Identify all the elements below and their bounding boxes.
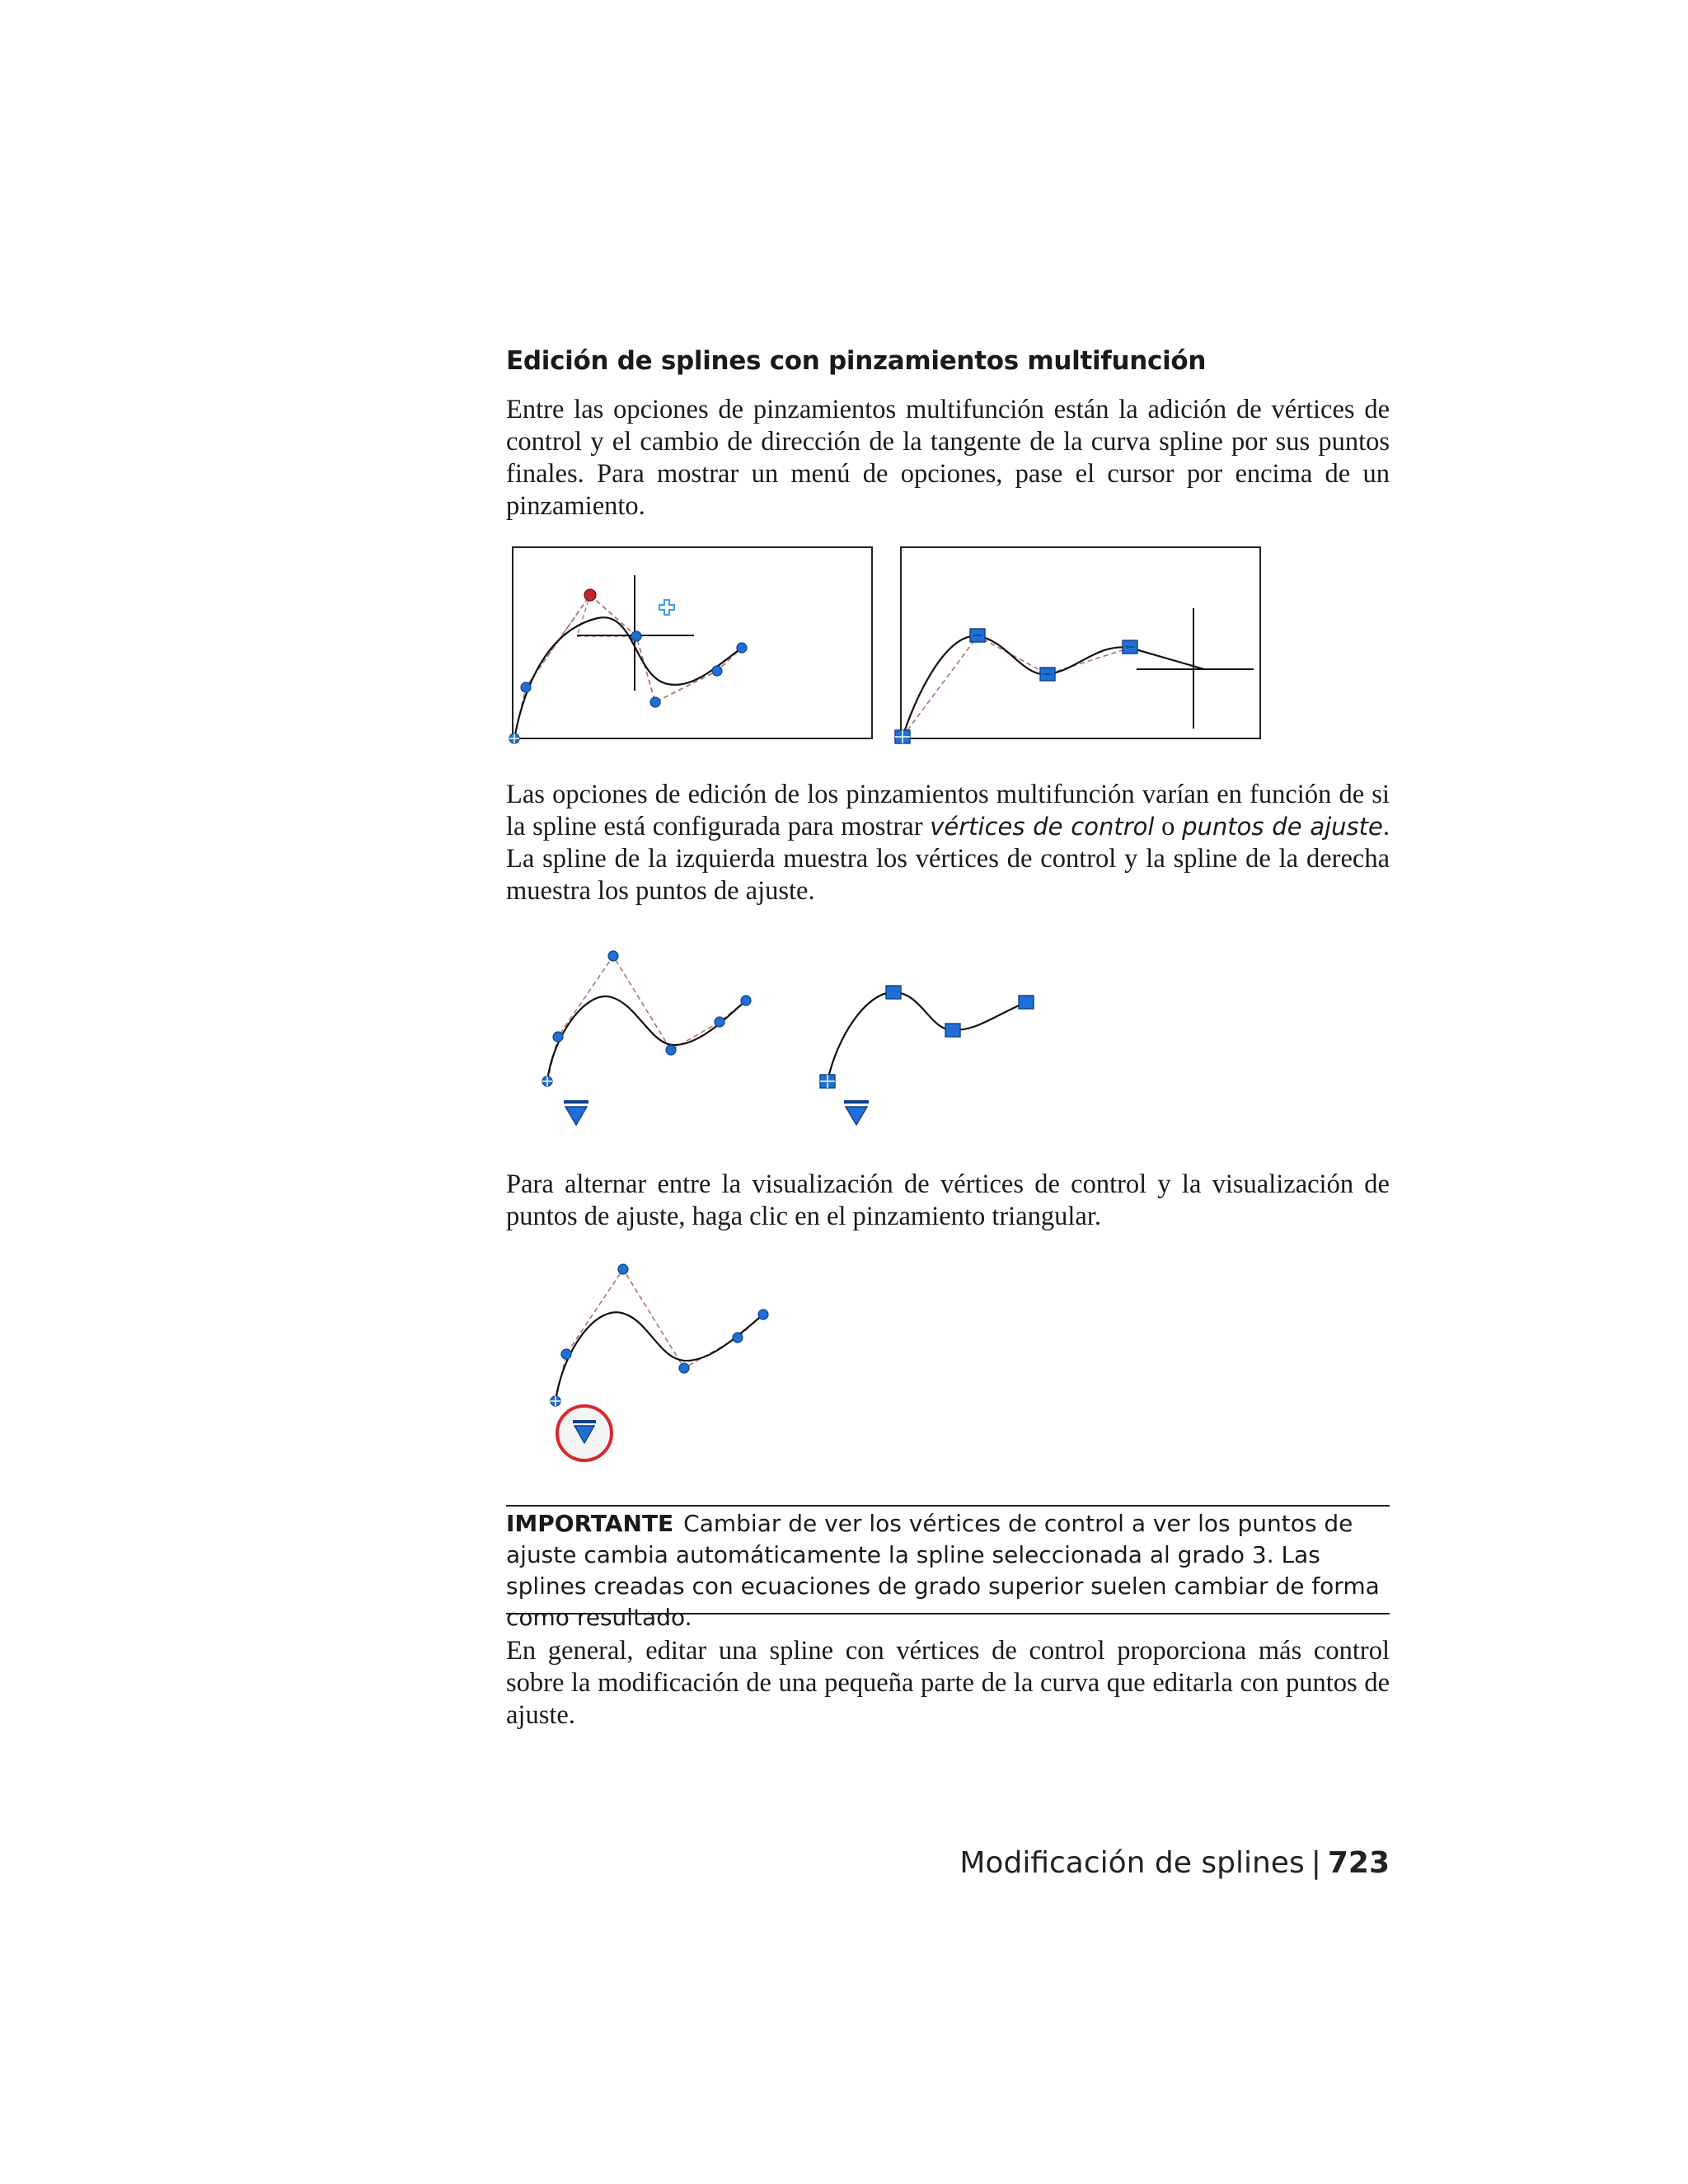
term-control-vertices: vértices de control [930, 813, 1155, 841]
options-connector: o [1154, 812, 1183, 841]
page-footer [959, 1846, 1390, 1880]
important-note [506, 1508, 1390, 1633]
start-point-grip[interactable] [895, 730, 910, 743]
control-vertex-grip[interactable] [618, 1264, 628, 1274]
control-vertex-grip[interactable] [608, 951, 618, 961]
start-point-grip[interactable] [542, 1076, 552, 1086]
fit-point-grip[interactable] [945, 1024, 960, 1037]
options-paragraph [506, 779, 1390, 907]
control-vertex-grip[interactable] [521, 682, 531, 692]
control-vertex-grip[interactable] [737, 643, 747, 653]
control-vertex-grip[interactable] [650, 697, 660, 707]
control-vertex-grip[interactable] [712, 666, 722, 676]
section-heading: Edición de splines con pinzamientos multifunción [506, 346, 1207, 376]
start-point-grip[interactable] [509, 733, 519, 743]
control-vertex-grip[interactable] [553, 1032, 563, 1042]
toggle-paragraph: Para alternar entre la visualización de vértices de control y la visualización de puntos de ajuste, haga clic en el pinzamiento triangular. [506, 1169, 1390, 1231]
figure-control-vertices-hover [511, 546, 875, 743]
important-text: Cambiar de ver los vértices de control a ver los puntos de ajuste cambia automáticamente la spline seleccionada al grado 3. Las splines creadas con ecuaciones de grado superior suelen cambiar de forma como resultado. [506, 1510, 1380, 1631]
figure-fit-points-triangle [816, 940, 1047, 1133]
closing-paragraph: En general, editar una spline con vértices de control proporciona más control sobre la modificación de una pequeña parte de la curva que editarla con puntos de ajuste. [506, 1636, 1390, 1730]
start-point-grip[interactable] [820, 1075, 835, 1088]
control-vertex-grip[interactable] [679, 1363, 689, 1373]
control-vertex-grip[interactable] [666, 1045, 676, 1055]
hot-grip[interactable] [584, 589, 596, 601]
footer-separator: | [1311, 1846, 1321, 1880]
figure-fit-points-hover [899, 546, 1264, 743]
options-text-part2: . La spline de la izquierda muestra los vértices de control y la spline de la derecha muestra los puntos de ajuste. [506, 812, 1390, 906]
control-vertex-grip[interactable] [631, 631, 641, 641]
chapter-title: Modificación de splines [959, 1846, 1305, 1880]
note-top-rule [506, 1505, 1390, 1507]
figure-control-vertices-triangle [536, 940, 767, 1133]
control-vertex-grip[interactable] [715, 1017, 724, 1027]
term-fit-points: puntos de ajuste [1182, 813, 1383, 841]
control-vertex-grip[interactable] [758, 1310, 768, 1319]
note-bottom-rule [506, 1613, 1390, 1615]
options-text-part1: Las opciones de edición de los pinzamientos multifunción varían en función de si la spline está configurada para mostrar [506, 780, 1390, 841]
page-number: 723 [1327, 1846, 1390, 1880]
start-point-grip[interactable] [551, 1396, 560, 1406]
control-vertex-grip[interactable] [561, 1349, 571, 1359]
fit-point-grip[interactable] [1019, 996, 1034, 1009]
intro-paragraph: Entre las opciones de pinzamientos multifunción están la adición de vértices de control y el cambio de dirección de la tangente de la curva spline por sus puntos finales. Para mostrar un menú de opciones, pase el cursor por encima de un pinzamiento. [506, 395, 1390, 521]
triangle-toggle-grip-icon[interactable] [564, 1100, 588, 1125]
fit-point-grip[interactable] [886, 986, 901, 999]
triangle-toggle-grip-icon[interactable] [844, 1100, 869, 1125]
control-vertex-grip[interactable] [733, 1333, 743, 1343]
important-label: IMPORTANTE [506, 1510, 674, 1537]
control-vertex-grip[interactable] [741, 996, 751, 1005]
figure-triangle-grip-highlight [544, 1257, 775, 1471]
